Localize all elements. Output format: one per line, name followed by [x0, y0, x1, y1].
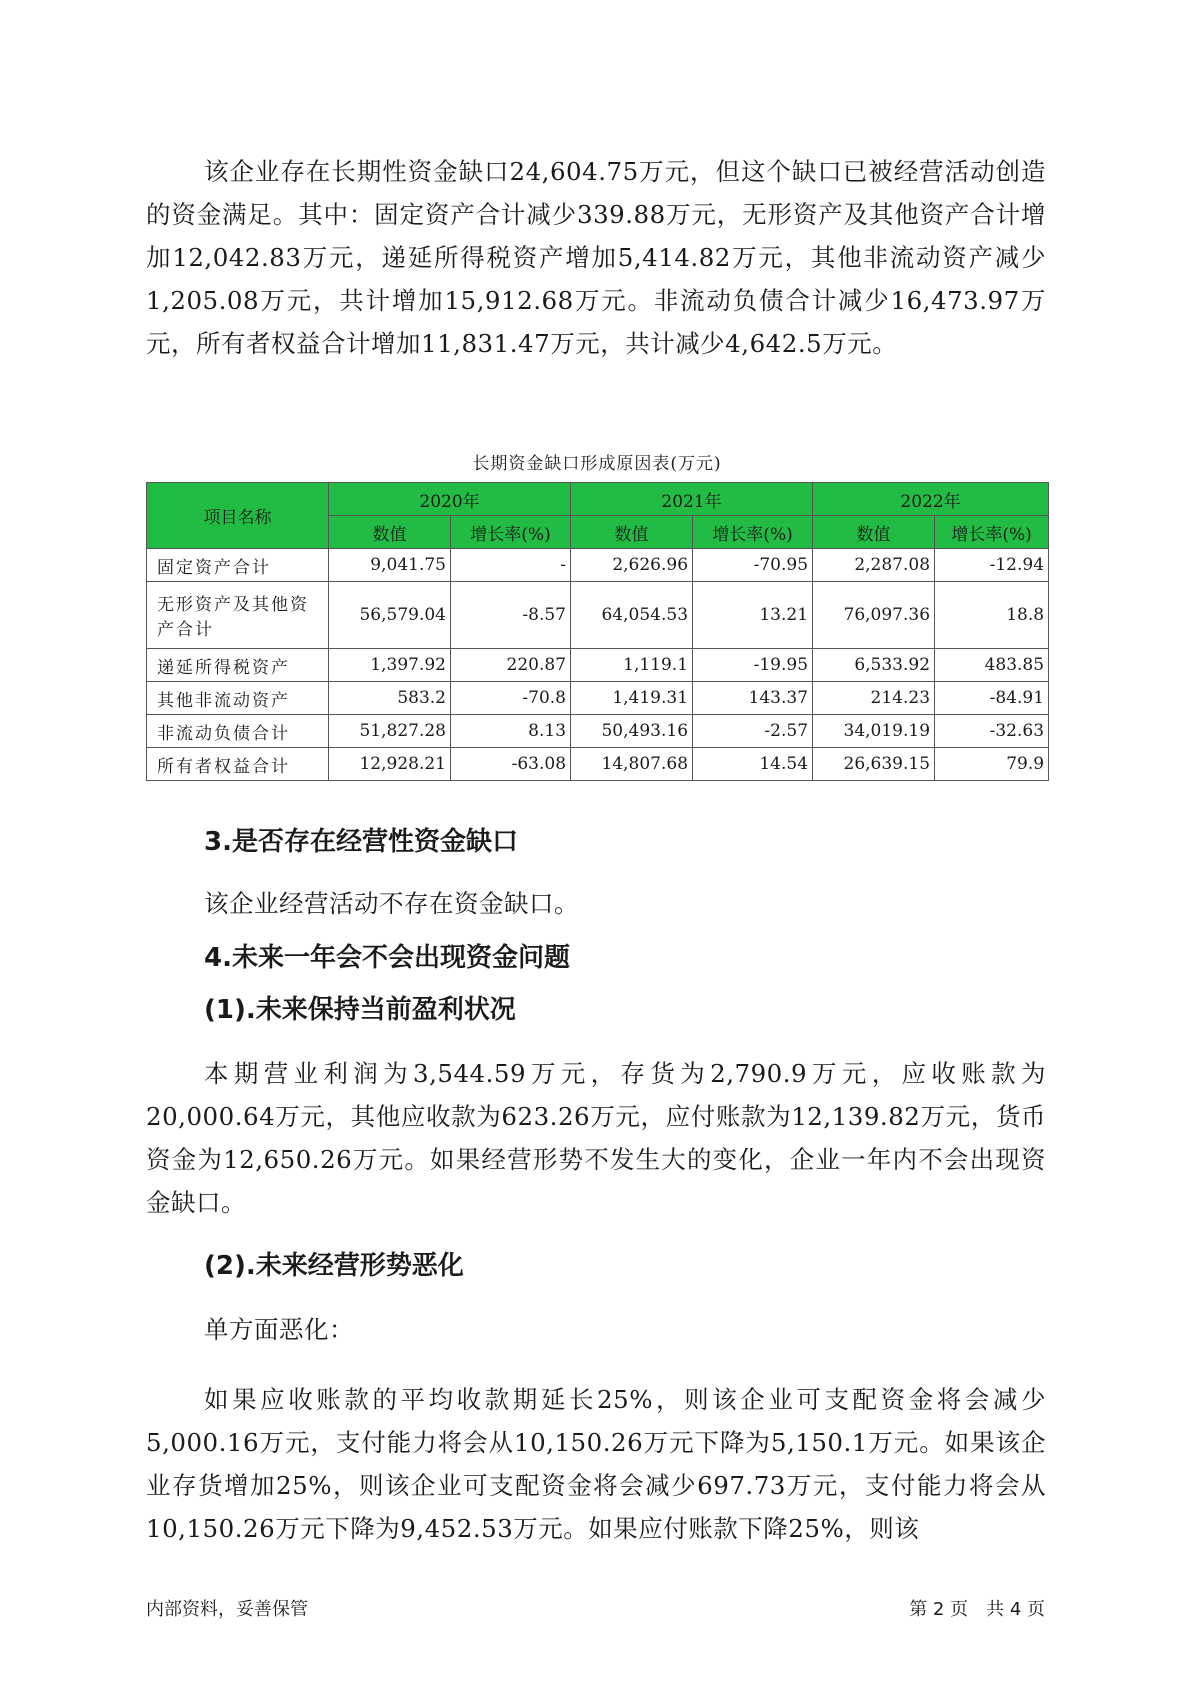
- column-header-value: 数值: [813, 516, 935, 549]
- cell-value: 34,019.19: [813, 715, 935, 748]
- cell-growth: 8.13: [451, 715, 571, 748]
- cell-growth: -63.08: [451, 748, 571, 781]
- cell-value: 583.2: [329, 682, 451, 715]
- column-header-year: 2022年: [813, 483, 1049, 516]
- row-label: 固定资产合计: [147, 549, 329, 582]
- cell-value: 1,119.1: [571, 649, 693, 682]
- row-label: 非流动负债合计: [147, 715, 329, 748]
- cell-growth: 79.9: [935, 748, 1049, 781]
- footer-confidential-note: 内部资料，妥善保管: [146, 1599, 308, 1620]
- cell-value: 1,419.31: [571, 682, 693, 715]
- cell-growth: -: [451, 549, 571, 582]
- paragraph-current-profit: 本期营业利润为3,544.59万元，存货为2,790.9万元，应收账款为20,000.64万元，其他应收款为623.26万元，应付账款为12,139.82万元，货币资金为12,650.26万元。如果经营形势不发生大的变化，企业一年内不会出现资金缺口。: [146, 1059, 1046, 1217]
- column-header-year: 2021年: [571, 483, 813, 516]
- paragraph-single-factor: 单方面恶化：: [204, 1315, 354, 1344]
- table-row: [147, 649, 1049, 682]
- column-header-growth: 增长率(%): [693, 516, 813, 549]
- cell-growth: 220.87: [451, 649, 571, 682]
- cell-growth: 143.37: [693, 682, 813, 715]
- cell-growth: 18.8: [935, 582, 1049, 649]
- table-caption: 长期资金缺口形成原因表(万元): [472, 454, 722, 474]
- column-header-year: 2020年: [329, 483, 571, 516]
- section-heading-3: 3.是否存在经营性资金缺口: [204, 827, 518, 857]
- row-label: 所有者权益合计: [147, 748, 329, 781]
- table-header-row-years: [147, 483, 1049, 516]
- cell-value: 214.23: [813, 682, 935, 715]
- cell-value: 50,493.16: [571, 715, 693, 748]
- cell-growth: -32.63: [935, 715, 1049, 748]
- table-row: [147, 715, 1049, 748]
- cell-value: 51,827.28: [329, 715, 451, 748]
- table-row: [147, 549, 1049, 582]
- cell-value: 56,579.04: [329, 582, 451, 649]
- table-row: [147, 682, 1049, 715]
- paragraph-long-term-gap: 该企业存在长期性资金缺口24,604.75万元，但这个缺口已被经营活动创造的资金满足。其中：固定资产合计减少339.88万元，无形资产及其他资产合计增加12,042.83万元，递延所得税资产增加5,414.82万元，其他非流动资产减少1,205.08万元，共计增加15,912.68万元。非流动负债合计减少16,473.97万元，所有者权益合计增加11,831.47万元，共计减少4,642.5万元。: [146, 157, 1046, 358]
- paragraph-operating-gap: 该企业经营活动不存在资金缺口。: [204, 889, 579, 918]
- column-header-value: 数值: [571, 516, 693, 549]
- cell-value: 76,097.36: [813, 582, 935, 649]
- cell-value: 9,041.75: [329, 549, 451, 582]
- cell-value: 6,533.92: [813, 649, 935, 682]
- table-row: [147, 582, 1049, 649]
- cell-value: 64,054.53: [571, 582, 693, 649]
- row-label: 无形资产及其他资产合计: [147, 582, 329, 649]
- cell-growth: -70.95: [693, 549, 813, 582]
- cell-value: 1,397.92: [329, 649, 451, 682]
- subsection-heading-deterioration: (2).未来经营形势恶化: [204, 1251, 464, 1281]
- column-header-growth: 增长率(%): [935, 516, 1049, 549]
- cell-value: 12,928.21: [329, 748, 451, 781]
- cell-value: 14,807.68: [571, 748, 693, 781]
- cell-growth: 13.21: [693, 582, 813, 649]
- subsection-heading-current-profit: (1).未来保持当前盈利状况: [204, 995, 516, 1025]
- footer-page-number: 第 2 页 共 4 页: [909, 1599, 1045, 1620]
- cell-growth: -12.94: [935, 549, 1049, 582]
- cell-growth: -70.8: [451, 682, 571, 715]
- row-label: 其他非流动资产: [147, 682, 329, 715]
- row-label: 递延所得税资产: [147, 649, 329, 682]
- table-row: [147, 748, 1049, 781]
- cell-value: 2,287.08: [813, 549, 935, 582]
- paragraph-sensitivity: 如果应收账款的平均收款期延长25%，则该企业可支配资金将会减少5,000.16万元，支付能力将会从10,150.26万元下降为5,150.1万元。如果该企业存货增加25%，则该企业可支配资金将会减少697.73万元，支付能力将会从10,150.26万元下降为9,452.53万元。如果应付账款下降25%，则该: [146, 1385, 1046, 1543]
- cell-value: 2,626.96: [571, 549, 693, 582]
- cell-growth: -8.57: [451, 582, 571, 649]
- long-term-gap-table: [146, 482, 1049, 781]
- cell-growth: 14.54: [693, 748, 813, 781]
- cell-growth: -2.57: [693, 715, 813, 748]
- column-header-value: 数值: [329, 516, 451, 549]
- column-header-item: 项目名称: [147, 483, 329, 549]
- column-header-growth: 增长率(%): [451, 516, 571, 549]
- cell-growth: 483.85: [935, 649, 1049, 682]
- cell-growth: -19.95: [693, 649, 813, 682]
- section-heading-4: 4.未来一年会不会出现资金问题: [204, 943, 570, 973]
- cell-value: 26,639.15: [813, 748, 935, 781]
- cell-growth: -84.91: [935, 682, 1049, 715]
